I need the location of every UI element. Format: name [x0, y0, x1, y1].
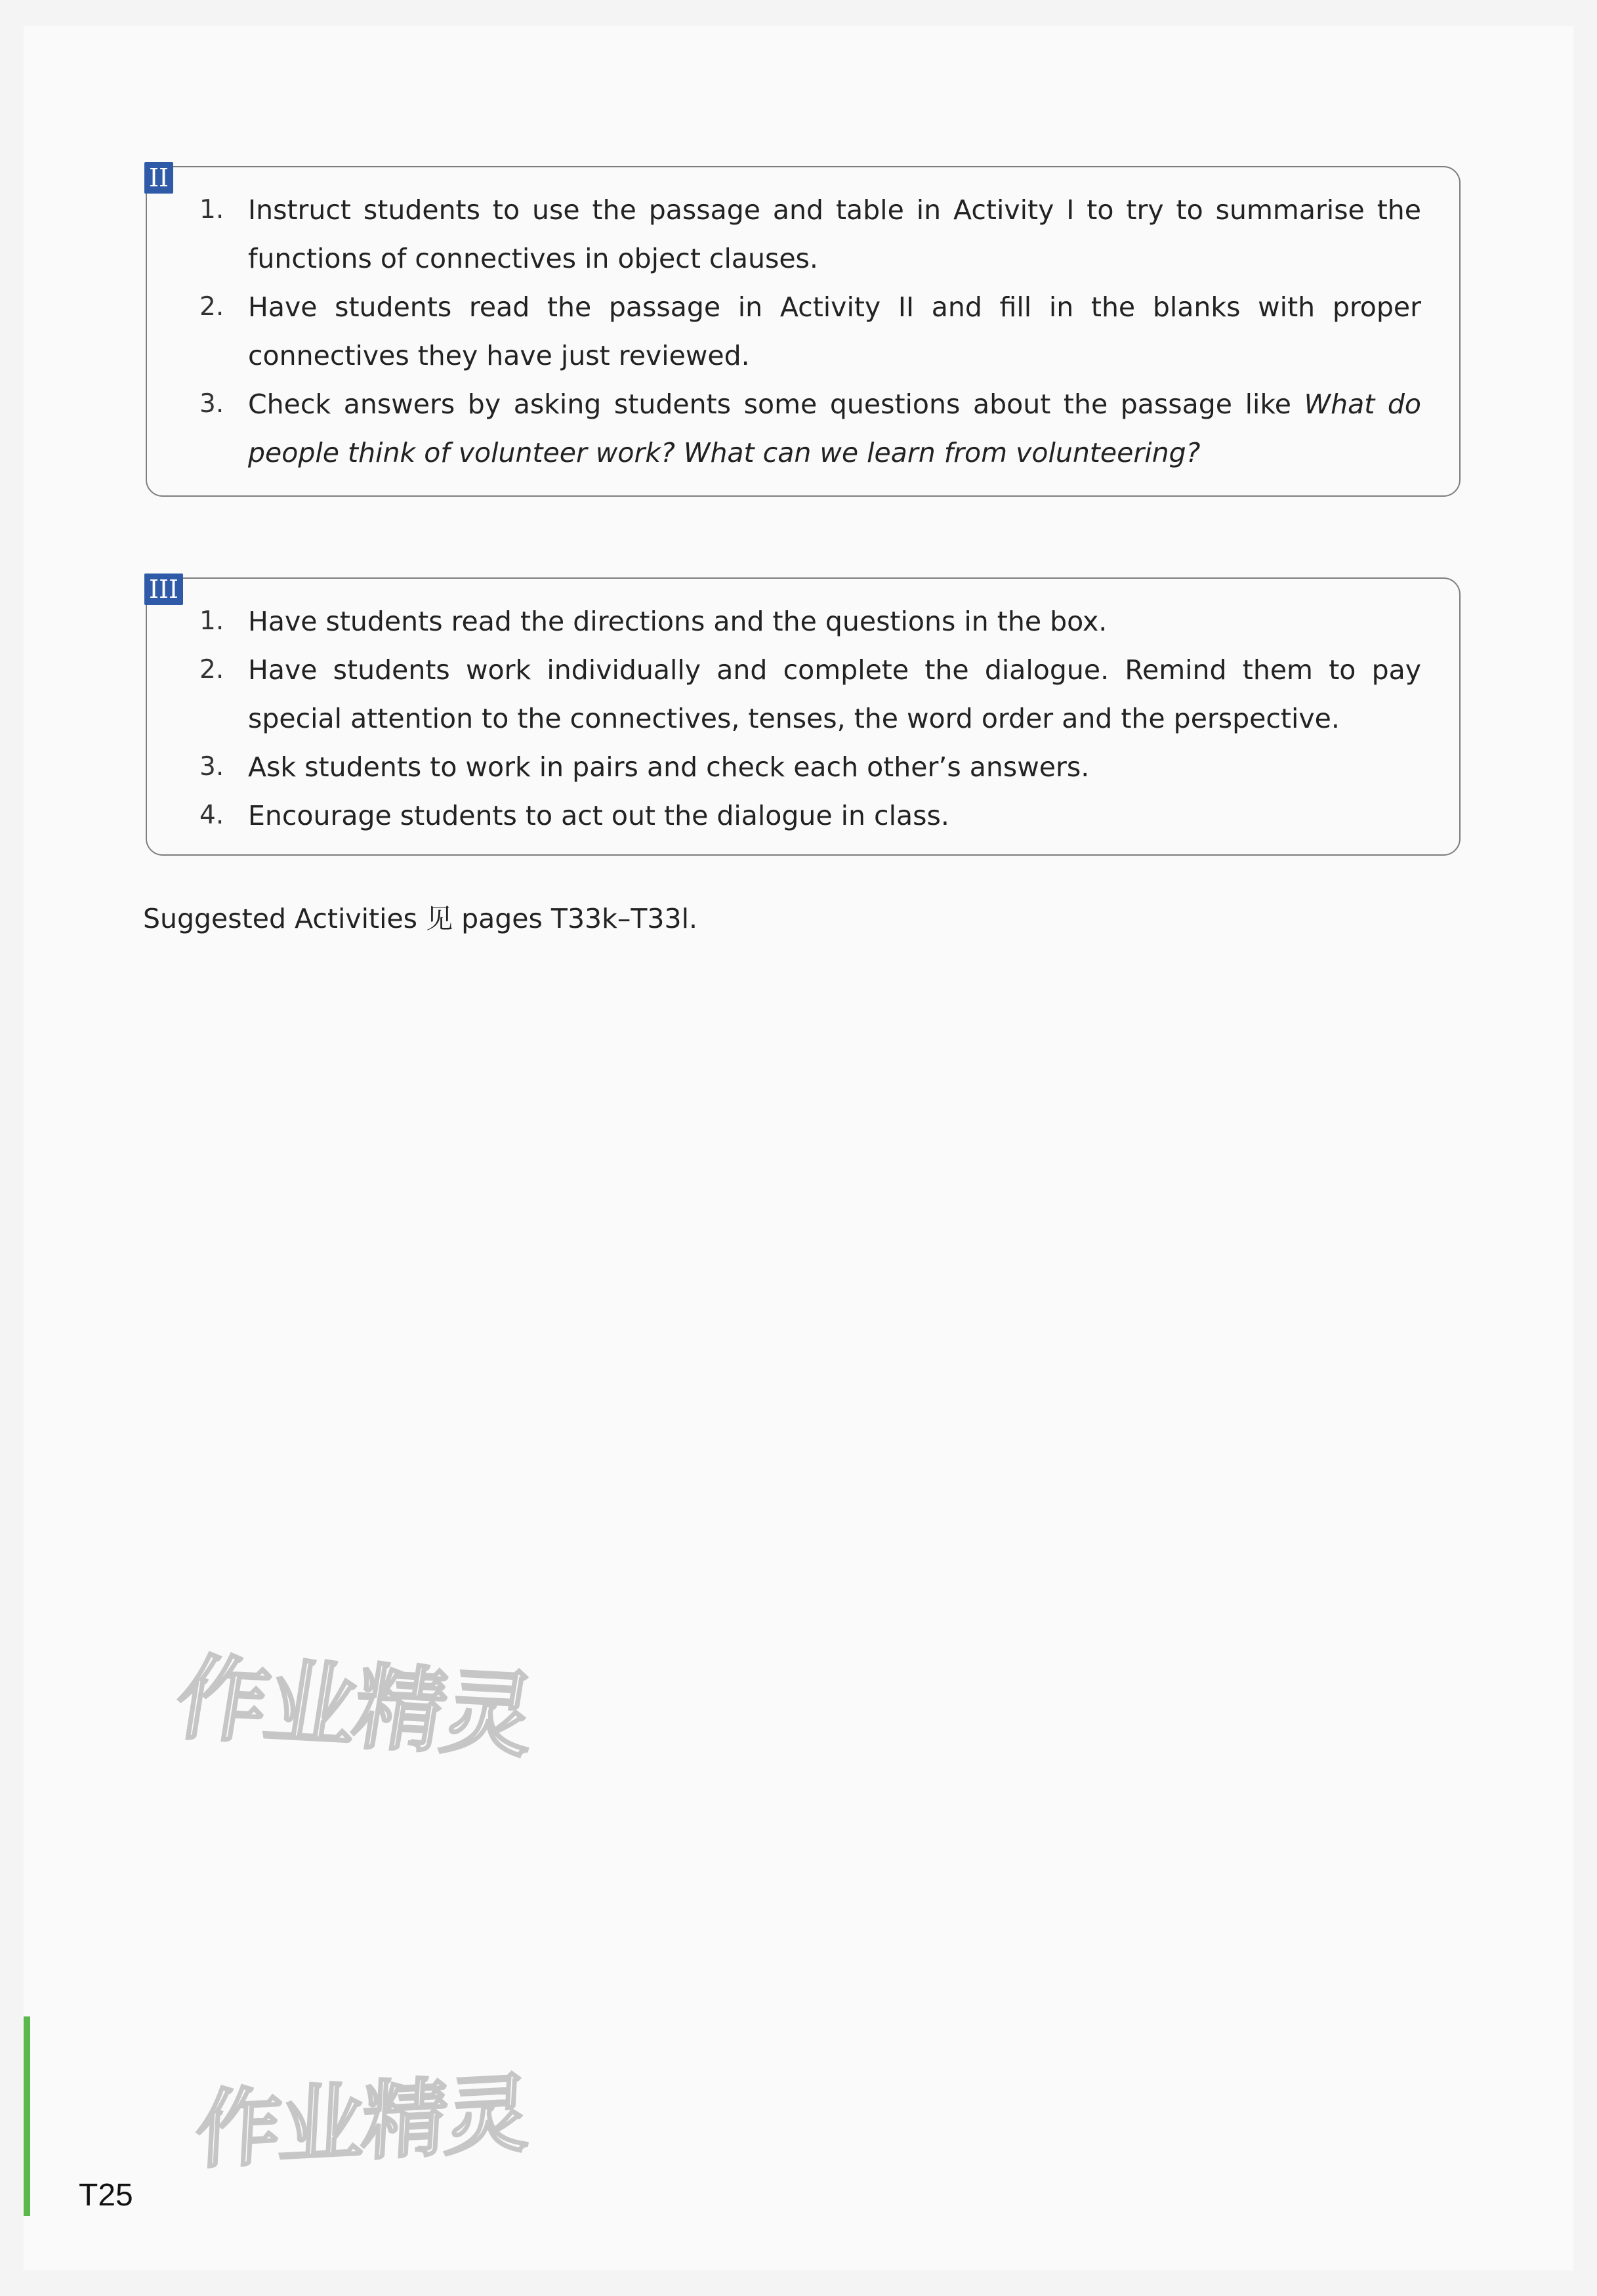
step-number: 1. — [199, 195, 224, 224]
activity-3-steps — [199, 597, 1421, 840]
step-text: Have students read the directions and the questions in the box. — [248, 606, 1108, 637]
list-item — [199, 791, 1421, 840]
step-number: 3. — [199, 389, 224, 419]
activity-3-badge: III — [144, 574, 183, 605]
step-text: Encourage students to act out the dialogue in class. — [248, 800, 949, 831]
step-text: Have students read the passage in Activity II and fill in the blanks with proper connectives they have just reviewed. — [248, 291, 1421, 371]
page-number: T25 — [79, 2178, 133, 2213]
list-item — [199, 380, 1421, 477]
activity-2-badge: II — [144, 162, 173, 194]
page-side-bar — [24, 2016, 30, 2216]
step-number: 2. — [199, 292, 224, 322]
step-text: Have students work individually and complete the dialogue. Remind them to pay special attention to the connectives, tenses, the word order and the perspective. — [248, 654, 1421, 734]
list-item — [199, 283, 1421, 380]
step-number: 3. — [199, 752, 224, 782]
step-text: Ask students to work in pairs and check each other’s answers. — [248, 751, 1090, 783]
list-item — [199, 646, 1421, 743]
step-text: Check answers by asking students some questions about the passage like — [248, 388, 1304, 420]
list-item — [199, 743, 1421, 791]
watermark: 作业精灵 — [193, 2063, 531, 2181]
step-text: Instruct students to use the passage and table in Activity I to try to summarise the functions of connectives in object clauses. — [248, 194, 1421, 274]
step-number: 1. — [199, 606, 224, 636]
suggested-activities-note: Suggested Activities 见 pages T33k–T33l. — [143, 903, 698, 934]
list-item — [199, 597, 1421, 646]
activity-3-box — [146, 577, 1461, 856]
activity-2-steps — [199, 186, 1421, 477]
step-text-italic: What do people think of volunteer work? What can we learn from volunteering? — [248, 388, 1421, 469]
watermark: 作业精灵 — [169, 1644, 541, 1771]
step-number: 2. — [199, 655, 224, 684]
list-item — [199, 186, 1421, 283]
activity-2-box — [146, 163, 1461, 497]
step-number: 4. — [199, 801, 224, 830]
